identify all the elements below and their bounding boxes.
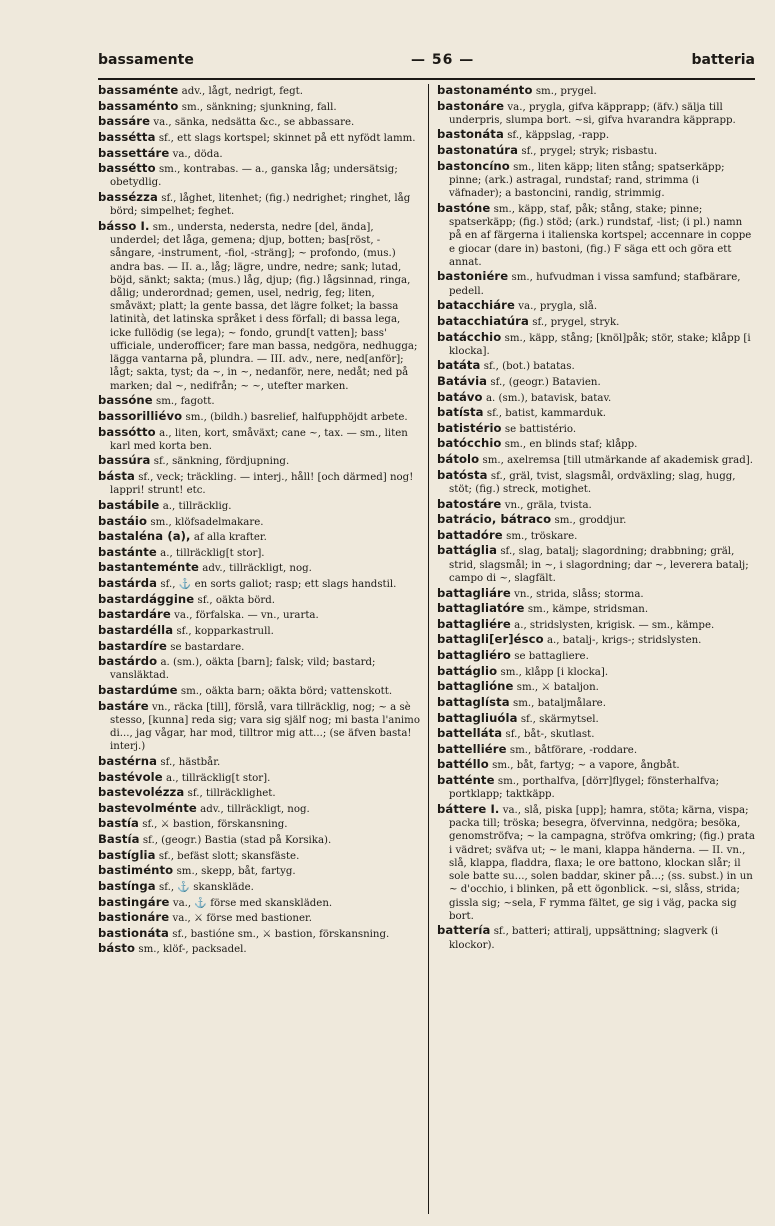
entry-headword: bastardélla	[98, 622, 174, 637]
entry-definition: sm., båt, fartyg; ~ a vapore, ångbåt.	[492, 760, 680, 772]
entry-definition: sm., båtförare, -roddare.	[509, 744, 638, 756]
dictionary-entry	[437, 299, 755, 313]
entry-headword: batacchiatúra	[437, 313, 529, 328]
entry-headword: bastardíre	[98, 638, 167, 653]
entry-definition: sm., bataljmålare.	[512, 697, 606, 709]
entry-definition: a., batalj-, krigs-; stridslysten.	[546, 635, 702, 647]
dictionary-entry	[437, 406, 755, 420]
entry-definition: sf., ett slags kortspel; skinnet på ett nyfödt lamm.	[158, 132, 416, 144]
entry-definition: vn., räcka [till], förslå, vara tillräcklig, nog; ~ a sè stesso, [kunna] reda sig; vara sig själf nog; mi basta l'animo di..., jag vågar, har mod, tilltror mig att...; (se äfven basta! interj.)	[110, 701, 420, 753]
entry-headword: bastérna	[98, 753, 158, 768]
entry-definition: sf., prygel; stryk; risbastu.	[521, 146, 658, 158]
entry-headword: batócchio	[437, 436, 502, 451]
entry-headword: battagliatóre	[437, 601, 525, 616]
entry-definition: sf., ⚓ skanskläde.	[159, 881, 254, 893]
entry-definition: sf., tillräcklighet.	[187, 788, 276, 800]
entry-headword: batteríа	[437, 923, 491, 938]
dictionary-entry	[98, 833, 420, 847]
entry-headword: bastionáta	[98, 925, 169, 940]
entry-headword: bassaménto	[98, 98, 179, 113]
entry-headword: battadóre	[437, 527, 503, 542]
entry-definition: sf., låghet, litenhet; (fig.) nedrighet; ringhet, låg börd; simpelhet; feghet.	[110, 192, 411, 218]
entry-definition: sf., ⚓ en sorts galiot; rasp; ett slags handstil.	[160, 579, 397, 590]
dictionary-entry	[98, 115, 420, 129]
dictionary-entry	[98, 147, 420, 161]
entry-headword: battéllo	[437, 757, 489, 772]
entry-definition: sm., tröskare.	[506, 530, 578, 542]
entry-headword: bastáio	[98, 513, 148, 528]
dictionary-entry	[98, 561, 420, 575]
entry-headword: batacchiáre	[437, 298, 515, 313]
dictionary-entry	[98, 802, 420, 816]
dictionary-entry	[437, 758, 755, 772]
dictionary-entry	[437, 513, 755, 527]
dictionary-entry	[437, 422, 755, 436]
entry-definition: sf., (bot.) batatas.	[483, 361, 575, 373]
entry-definition: sf., batteri; attiralj, uppsättning; slagverk (i klockor).	[449, 926, 719, 951]
entry-headword: bassézza	[98, 189, 158, 204]
dictionary-entry	[437, 712, 755, 726]
dictionary-entry	[98, 470, 420, 497]
entry-definition: va., slå, piska [upp]; hamra, stöta; kärna, vispa; packa till; tröska; besegra, öfvervinna, nedgöra; besöka, genomströfva; ~ la campagna, ströfva omkring; (fig.) prata i vädret; sväfva ut; ~ le mani, klappa händerna. — II. vn., slå, klappa, fladdra, flaxa; le ore battono, klockan slår; il sole batte su..., solen baddar, skiner på...; (ss. subst.) in un ~ d'occhio, i blinken, på ett ögonblick. ~si, slåss, strida; gissla sig; ~sela, F rymma fältet, ge sig i väg, packa sig bort.	[449, 804, 755, 922]
entry-definition: va., sänka, nedsätta &c., se abbassare.	[153, 117, 355, 129]
entry-definition: sf., hästbår.	[160, 756, 221, 768]
entry-definition: a. (sm.), batavisk, batav.	[485, 392, 612, 404]
column-divider	[428, 84, 429, 1214]
entry-headword: battaglióne	[437, 679, 514, 694]
entry-definition: sm., klöf-, packsadel.	[138, 944, 247, 956]
entry-definition: sm., groddjur.	[554, 515, 627, 527]
entry-definition: va., prygla, slå.	[518, 301, 598, 313]
dictionary-entry	[98, 771, 420, 785]
dictionary-entry	[437, 774, 755, 801]
entry-headword: bastardággine	[98, 591, 195, 606]
dictionary-entry	[98, 624, 420, 638]
entry-definition: sm., sänkning; sjunkning, fall.	[181, 101, 337, 113]
entry-headword: bassótto	[98, 424, 156, 439]
entry-headword: battagli[er]ésco	[437, 632, 544, 647]
entry-headword: bastínga	[98, 878, 156, 893]
entry-headword: batácchio	[437, 329, 502, 344]
dictionary-entry	[98, 162, 420, 189]
dictionary-entry	[98, 577, 420, 591]
entry-definition: sm., kämpe, stridsman.	[527, 604, 649, 616]
entry-headword: bátolo	[437, 452, 480, 467]
entry-definition: sm., käpp, staf, påk; stång, stake; pinne; spatserkäpp; (fig.) stöd; (ark.) rundstaf, -list; (i pl.) namn på en af färgerna i italienska kortspel; accennare in coppe e giocar (dare in) bastoni, (fig.) F säga ett och göra ett annat.	[449, 203, 752, 268]
entry-definition: sm., hufvudman i vissa samfund; stafbärare, pedell.	[449, 272, 741, 297]
dictionary-entry	[437, 696, 755, 710]
entry-definition: se bastardare.	[170, 641, 245, 653]
dictionary-entry	[437, 680, 755, 694]
entry-headword: batósta	[437, 467, 488, 482]
entry-definition: vn., strida, slåss; storma.	[514, 588, 644, 600]
entry-headword: bassétto	[98, 161, 156, 176]
entry-headword: bassóne	[98, 393, 153, 408]
dictionary-entry	[437, 375, 755, 389]
entry-headword: battelláta	[437, 726, 503, 741]
entry-definition: af alla krafter.	[193, 532, 267, 544]
entry-definition: sm., understa, nedersta, nedre [del, ända], underdel; det låga, gemena; djup, botten; bas[röst, -sångare, -instrument, -fiol, -sträng]; ~ profondo, (mus.) andra bas. — II. a., låg; lägre, undre, nedre; sank; lutad, böjd, sänkt; sakta; (mus.) låg, djup; (fig.) lågsinnad, ringa, dålig; underordnad; gemen, usel, nedrig, feg; liten, småväxt; platt; la gente bassa, det lägre folket; la bassa latinità, det latinska språket i dess förfall; di bassa lega, icke fullödig (se lega); ~ fondo, grund[t vatten]; bass' ufficiale, underofficer; fare man bassa, nedgöra, nedhugga; lägga vantarna på, plundra. — III. adv., nere, ned[anför]; lågt; sakta, tyst; da ~, in ~, nedanför, nere, nedåt; ned på marken; dal ~, nedifrån; ~ ~, utefter marken.	[110, 221, 418, 392]
dictionary-entry	[98, 593, 420, 607]
entry-headword: batténte	[437, 773, 495, 788]
entry-headword: bastánte	[98, 544, 157, 559]
entry-headword: bastionáre	[98, 910, 170, 925]
entry-definition: se battagliere.	[514, 651, 589, 663]
entry-headword: batistério	[437, 420, 502, 435]
dictionary-entry	[437, 649, 755, 663]
entry-definition: sm., porthalfva, [dörr]flygel; fönsterhalfva; portklapp; taktkäpp.	[449, 776, 720, 801]
entry-headword: bastárda	[98, 576, 158, 590]
entry-definition: sm., fagott.	[156, 396, 215, 408]
dictionary-entry	[98, 817, 420, 831]
entry-headword: bassétta	[98, 129, 156, 144]
entry-definition: sm., skepp, båt, fartyg.	[176, 866, 296, 878]
entry-headword: bassaménte	[98, 83, 179, 97]
dictionary-entry	[98, 546, 420, 560]
dictionary-entry	[437, 529, 755, 543]
dictionary-entry	[437, 727, 755, 741]
entry-definition: a. (sm.), oäkta [barn]; falsk; vild; bastard; vansläktad.	[110, 657, 376, 682]
dictionary-entry	[437, 160, 755, 201]
entry-definition: adv., tillräckligt, nog.	[200, 803, 310, 815]
dictionary-entry	[98, 684, 420, 698]
dictionary-entry	[437, 665, 755, 679]
dictionary-entry	[98, 700, 420, 754]
dictionary-entry	[437, 544, 755, 585]
entry-headword: Batávia	[437, 373, 488, 388]
entry-definition: vn., gräla, tvista.	[504, 499, 592, 511]
entry-headword: battagliáre	[437, 585, 511, 600]
entry-headword: báttere I.	[437, 801, 500, 816]
entry-headword: battagliére	[437, 616, 511, 631]
entry-definition: sm., oäkta barn; oäkta börd; vattenskott.	[180, 685, 393, 697]
entry-definition: adv., lågt, nedrigt, fegt.	[181, 86, 303, 97]
dictionary-entry	[437, 331, 755, 358]
entry-headword: bastoncíno	[437, 158, 510, 173]
entry-definition: sf., skärmytsel.	[520, 713, 599, 725]
entry-headword: bassettáre	[98, 145, 170, 160]
entry-headword: battagliuóla	[437, 710, 518, 725]
entry-headword: bastingáre	[98, 894, 170, 909]
entry-headword: bastáre	[98, 698, 149, 713]
entry-headword: Bastía	[98, 832, 140, 847]
dictionary-entry	[437, 618, 755, 632]
entry-definition: sf., veck; träckling. — interj., håll! [och därmed] nog! lappri! strunt! etc.	[110, 472, 414, 497]
entry-headword: básto	[98, 941, 136, 956]
entry-definition: sm., prygel.	[535, 86, 597, 97]
entry-definition: sf., gräl, tvist, slagsmål, ordväxling; slag, hugg, stöt; (fig.) streck, motighet.	[449, 470, 736, 495]
dictionary-entry	[98, 426, 420, 453]
dictionary-entry	[98, 880, 420, 894]
entry-definition: va., prygla, gifva käpprapp; (äfv.) sälja till underpris, slumpa bort. ~si, gifva hvarandra käpprapp.	[449, 101, 736, 126]
dictionary-entry	[98, 927, 420, 941]
dictionary-entry	[98, 530, 420, 544]
header-right-guide-word: batteria	[691, 52, 755, 68]
entry-headword: bastaléna (a),	[98, 529, 191, 544]
entry-headword: básta	[98, 469, 135, 484]
entry-headword: bastonáta	[437, 127, 504, 142]
entry-definition: sf., befäst slott; skansfäste.	[158, 850, 300, 862]
dictionary-entry	[437, 84, 755, 98]
right-column	[437, 84, 755, 953]
entry-headword: batávo	[437, 389, 483, 404]
entry-headword: bastonáre	[437, 98, 505, 113]
dictionary-entry	[437, 498, 755, 512]
entry-definition: sf., ⚔ bastion, förskansning.	[142, 819, 288, 831]
entry-definition: va., ⚔ förse med bastioner.	[172, 913, 313, 925]
entry-definition: sf., sänkning, fördjupning.	[153, 456, 290, 468]
dictionary-entry	[437, 128, 755, 142]
dictionary-entry	[98, 655, 420, 682]
entry-headword: battelliére	[437, 741, 507, 756]
entry-headword: bastanteménte	[98, 560, 199, 575]
entry-definition: sm., kontrabas. — a., ganska låg; undersätsig; obetydlig.	[110, 164, 398, 189]
dictionary-entry	[98, 499, 420, 513]
dictionary-entry	[98, 786, 420, 800]
entry-definition: a., tillräcklig[t stor].	[160, 547, 265, 559]
entry-definition: adv., tillräckligt, nog.	[202, 563, 312, 575]
entry-headword: bastévole	[98, 769, 163, 784]
entry-headword: bastardúme	[98, 682, 178, 697]
entry-definition: va., förfalska. — vn., urarta.	[174, 610, 319, 622]
entry-headword: bastonatúra	[437, 143, 519, 158]
dictionary-entry	[437, 453, 755, 467]
entry-definition: sf., batist, kammarduk.	[486, 408, 607, 420]
entry-headword: batostáre	[437, 496, 502, 511]
entry-definition: se battistério.	[504, 423, 577, 435]
entry-headword: battaglísta	[437, 694, 510, 709]
entry-headword: battagliéro	[437, 648, 511, 663]
left-column	[98, 84, 420, 958]
dictionary-entry	[437, 602, 755, 616]
entry-definition: sm., klöfsadelmakare.	[150, 516, 264, 528]
entry-headword: bastonaménto	[437, 83, 533, 97]
entry-definition: va., döda.	[172, 148, 223, 160]
page-header	[98, 48, 755, 72]
dictionary-entry	[98, 849, 420, 863]
entry-definition: a., stridslysten, krigisk. — sm., kämpe.	[514, 619, 715, 631]
dictionary-entry	[98, 608, 420, 622]
dictionary-entry	[98, 191, 420, 218]
dictionary-entry	[98, 454, 420, 468]
entry-headword: bastóne	[437, 200, 491, 215]
entry-definition: sm., (bildh.) basrelief, halfupphöjdt arbete.	[185, 411, 408, 423]
dictionary-entry	[98, 84, 420, 98]
dictionary-entry	[437, 202, 755, 269]
entry-headword: bassáre	[98, 114, 151, 129]
entry-headword: bassorilliévo	[98, 408, 183, 423]
entry-definition: sf., båt-, skutlast.	[505, 729, 595, 741]
dictionary-entry	[437, 743, 755, 757]
dictionary-entry	[98, 100, 420, 114]
entry-definition: sf., kopparkastrull.	[176, 625, 274, 637]
entry-definition: sf., prygel, stryk.	[532, 316, 620, 328]
dictionary-entry	[437, 924, 755, 951]
dictionary-entry	[437, 100, 755, 127]
entry-definition: sm., ⚔ bataljon.	[516, 682, 599, 694]
dictionary-entry	[98, 640, 420, 654]
dictionary-entry	[437, 391, 755, 405]
entry-headword: bastevolézza	[98, 785, 185, 800]
dictionary-entry	[98, 911, 420, 925]
entry-headword: bastía	[98, 816, 139, 831]
entry-definition: a., tillräcklig.	[162, 500, 232, 512]
entry-headword: bassúra	[98, 453, 151, 468]
dictionary-entry	[98, 864, 420, 878]
entry-headword: bastardáre	[98, 607, 171, 622]
entry-headword: batrácio, bátraco	[437, 512, 552, 527]
dictionary-entry	[98, 755, 420, 769]
dictionary-entry	[98, 410, 420, 424]
dictionary-entry	[437, 633, 755, 647]
entry-definition: sm., liten käpp; liten stång; spatserkäpp; pinne; (ark.) astragal, rundstaf; rand, strimma (i väfnader); a bastoncini, randig, strimmig.	[449, 161, 725, 200]
entry-headword: bastoniére	[437, 269, 509, 284]
header-rule	[98, 78, 755, 80]
entry-headword: bastíglia	[98, 847, 156, 862]
dictionary-entry	[98, 896, 420, 910]
entry-headword: batísta	[437, 405, 484, 420]
entry-headword: battáglia	[437, 543, 498, 558]
entry-definition: sf., käppslag, -rapp.	[507, 130, 610, 142]
entry-headword: bássо I.	[98, 218, 150, 233]
entry-headword: bastiménto	[98, 863, 174, 878]
entry-headword: bastárdo	[98, 654, 158, 669]
dictionary-entry	[437, 469, 755, 496]
entry-definition: sm., en blinds staf; klåpp.	[504, 439, 638, 451]
dictionary-entry	[98, 394, 420, 408]
entry-headword: battáglio	[437, 663, 498, 678]
dictionary-entry	[98, 942, 420, 956]
dictionary-entry	[437, 587, 755, 601]
entry-definition: sf., bastióne sm., ⚔ bastion, förskansning.	[172, 928, 390, 940]
entry-definition: sm., käpp, stång; [knöl]påk; stör, stake; klåpp [i klocka].	[449, 332, 751, 357]
entry-definition: sf., oäkta börd.	[197, 594, 275, 606]
page-number: — 56 —	[411, 52, 475, 68]
entry-headword: bastevolménte	[98, 800, 197, 815]
dictionary-entry	[437, 315, 755, 329]
entry-definition: sm., klåpp [i klocka].	[500, 666, 609, 678]
dictionary-entry	[98, 131, 420, 145]
entry-headword: batáta	[437, 358, 481, 373]
entry-definition: a., tillräcklig[t stor].	[166, 772, 271, 784]
entry-definition: sm., axelremsa [till utmärkande af akademisk grad].	[482, 455, 753, 467]
dictionary-entry	[98, 220, 420, 393]
dictionary-entry	[437, 144, 755, 158]
header-left-guide-word: bassamente	[98, 52, 194, 68]
entry-definition: sf., (geogr.) Batavien.	[490, 376, 601, 388]
dictionary-entry	[437, 270, 755, 297]
entry-definition: sf., (geogr.) Bastia (stad på Korsika).	[142, 835, 332, 847]
entry-definition: va., ⚓ förse med skanskläden.	[172, 897, 333, 909]
dictionary-entry	[98, 515, 420, 529]
entry-definition: sf., slag, batalj; slagordning; drabbning; gräl, strid, slagsmål; in ~, i slagordning; dar ~, leverera batalj; campo di ~, slagfält.	[449, 546, 749, 584]
dictionary-entry	[437, 803, 755, 923]
dictionary-entry	[437, 437, 755, 451]
entry-definition: a., liten, kort, småväxt; cane ~, tax. — sm., liten karl med korta ben.	[110, 427, 408, 452]
entry-headword: bastábile	[98, 497, 160, 512]
dictionary-entry	[437, 359, 755, 373]
